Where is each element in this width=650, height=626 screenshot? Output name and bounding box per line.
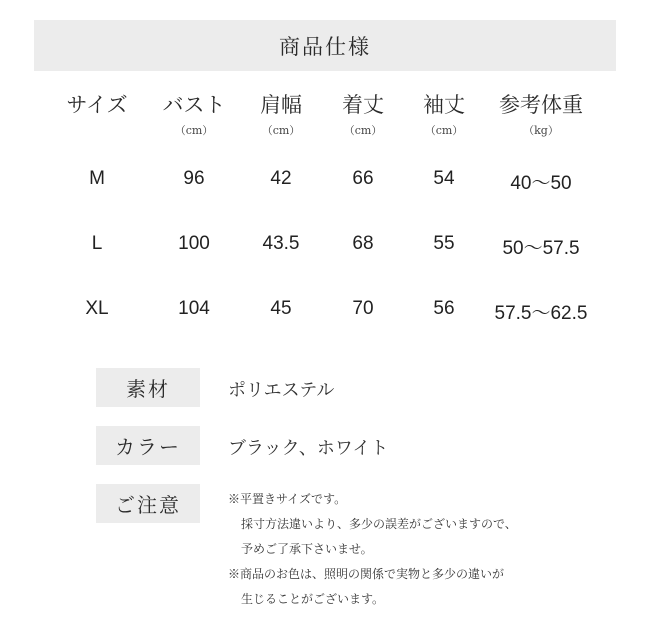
- column-unit-length: （cm）: [343, 124, 383, 137]
- cell-bust-l: 100: [178, 233, 210, 254]
- cell-size-l: L: [91, 233, 103, 254]
- note-line: ※商品のお色は、照明の関係で実物と多少の違いが: [228, 567, 505, 581]
- cell-weight-xl: 57.5〜62.5: [494, 303, 588, 324]
- cell-length-xl: 70: [352, 298, 374, 319]
- page-title: 商品仕様: [279, 34, 371, 59]
- column-header-weight: 参考体重: [499, 93, 583, 117]
- spec-label-color: カラー: [115, 435, 181, 459]
- cell-shoulder-xl: 45: [270, 298, 292, 319]
- cell-shoulder-m: 42: [270, 168, 292, 189]
- column-header-sleeve: 袖丈: [423, 93, 465, 117]
- column-unit-bust: （cm）: [174, 124, 214, 137]
- cell-bust-xl: 104: [178, 298, 210, 319]
- cell-weight-l: 50〜57.5: [502, 238, 580, 259]
- cell-size-m: M: [89, 168, 105, 189]
- cell-size-xl: XL: [85, 298, 109, 319]
- spec-label-color-box: [96, 426, 200, 465]
- note-line: 生じることがございます。: [241, 592, 385, 606]
- column-unit-sleeve: （cm）: [424, 124, 464, 137]
- cell-shoulder-l: 43.5: [262, 233, 300, 254]
- spec-value-color: ブラック、ホワイト: [228, 438, 389, 459]
- cell-length-l: 68: [352, 233, 374, 254]
- note-line: 予めご了承下さいませ。: [241, 542, 373, 556]
- spec-label-material: 素材: [126, 377, 170, 401]
- column-unit-weight: （kg）: [523, 124, 559, 137]
- cell-sleeve-m: 54: [433, 168, 455, 189]
- column-header-bust: バスト: [162, 93, 226, 117]
- column-header-size: サイズ: [66, 93, 128, 117]
- cell-sleeve-l: 55: [433, 233, 455, 254]
- spec-label-notes: ご注意: [115, 493, 181, 517]
- spec-label-material-box: [96, 368, 200, 407]
- note-line: ※平置きサイズです。: [228, 492, 347, 506]
- spec-label-notes-box: [96, 484, 200, 523]
- spec-value-material: ポリエステル: [228, 380, 335, 401]
- title-bar: [34, 20, 616, 71]
- cell-length-m: 66: [352, 168, 374, 189]
- cell-weight-m: 40〜50: [510, 173, 572, 194]
- column-header-length: 着丈: [342, 93, 384, 117]
- cell-bust-m: 96: [183, 168, 205, 189]
- column-unit-shoulder: （cm）: [261, 124, 301, 137]
- note-line: 採寸方法違いより、多少の誤差がございますので、: [241, 517, 517, 531]
- column-header-shoulder: 肩幅: [260, 93, 302, 117]
- cell-sleeve-xl: 56: [433, 298, 455, 319]
